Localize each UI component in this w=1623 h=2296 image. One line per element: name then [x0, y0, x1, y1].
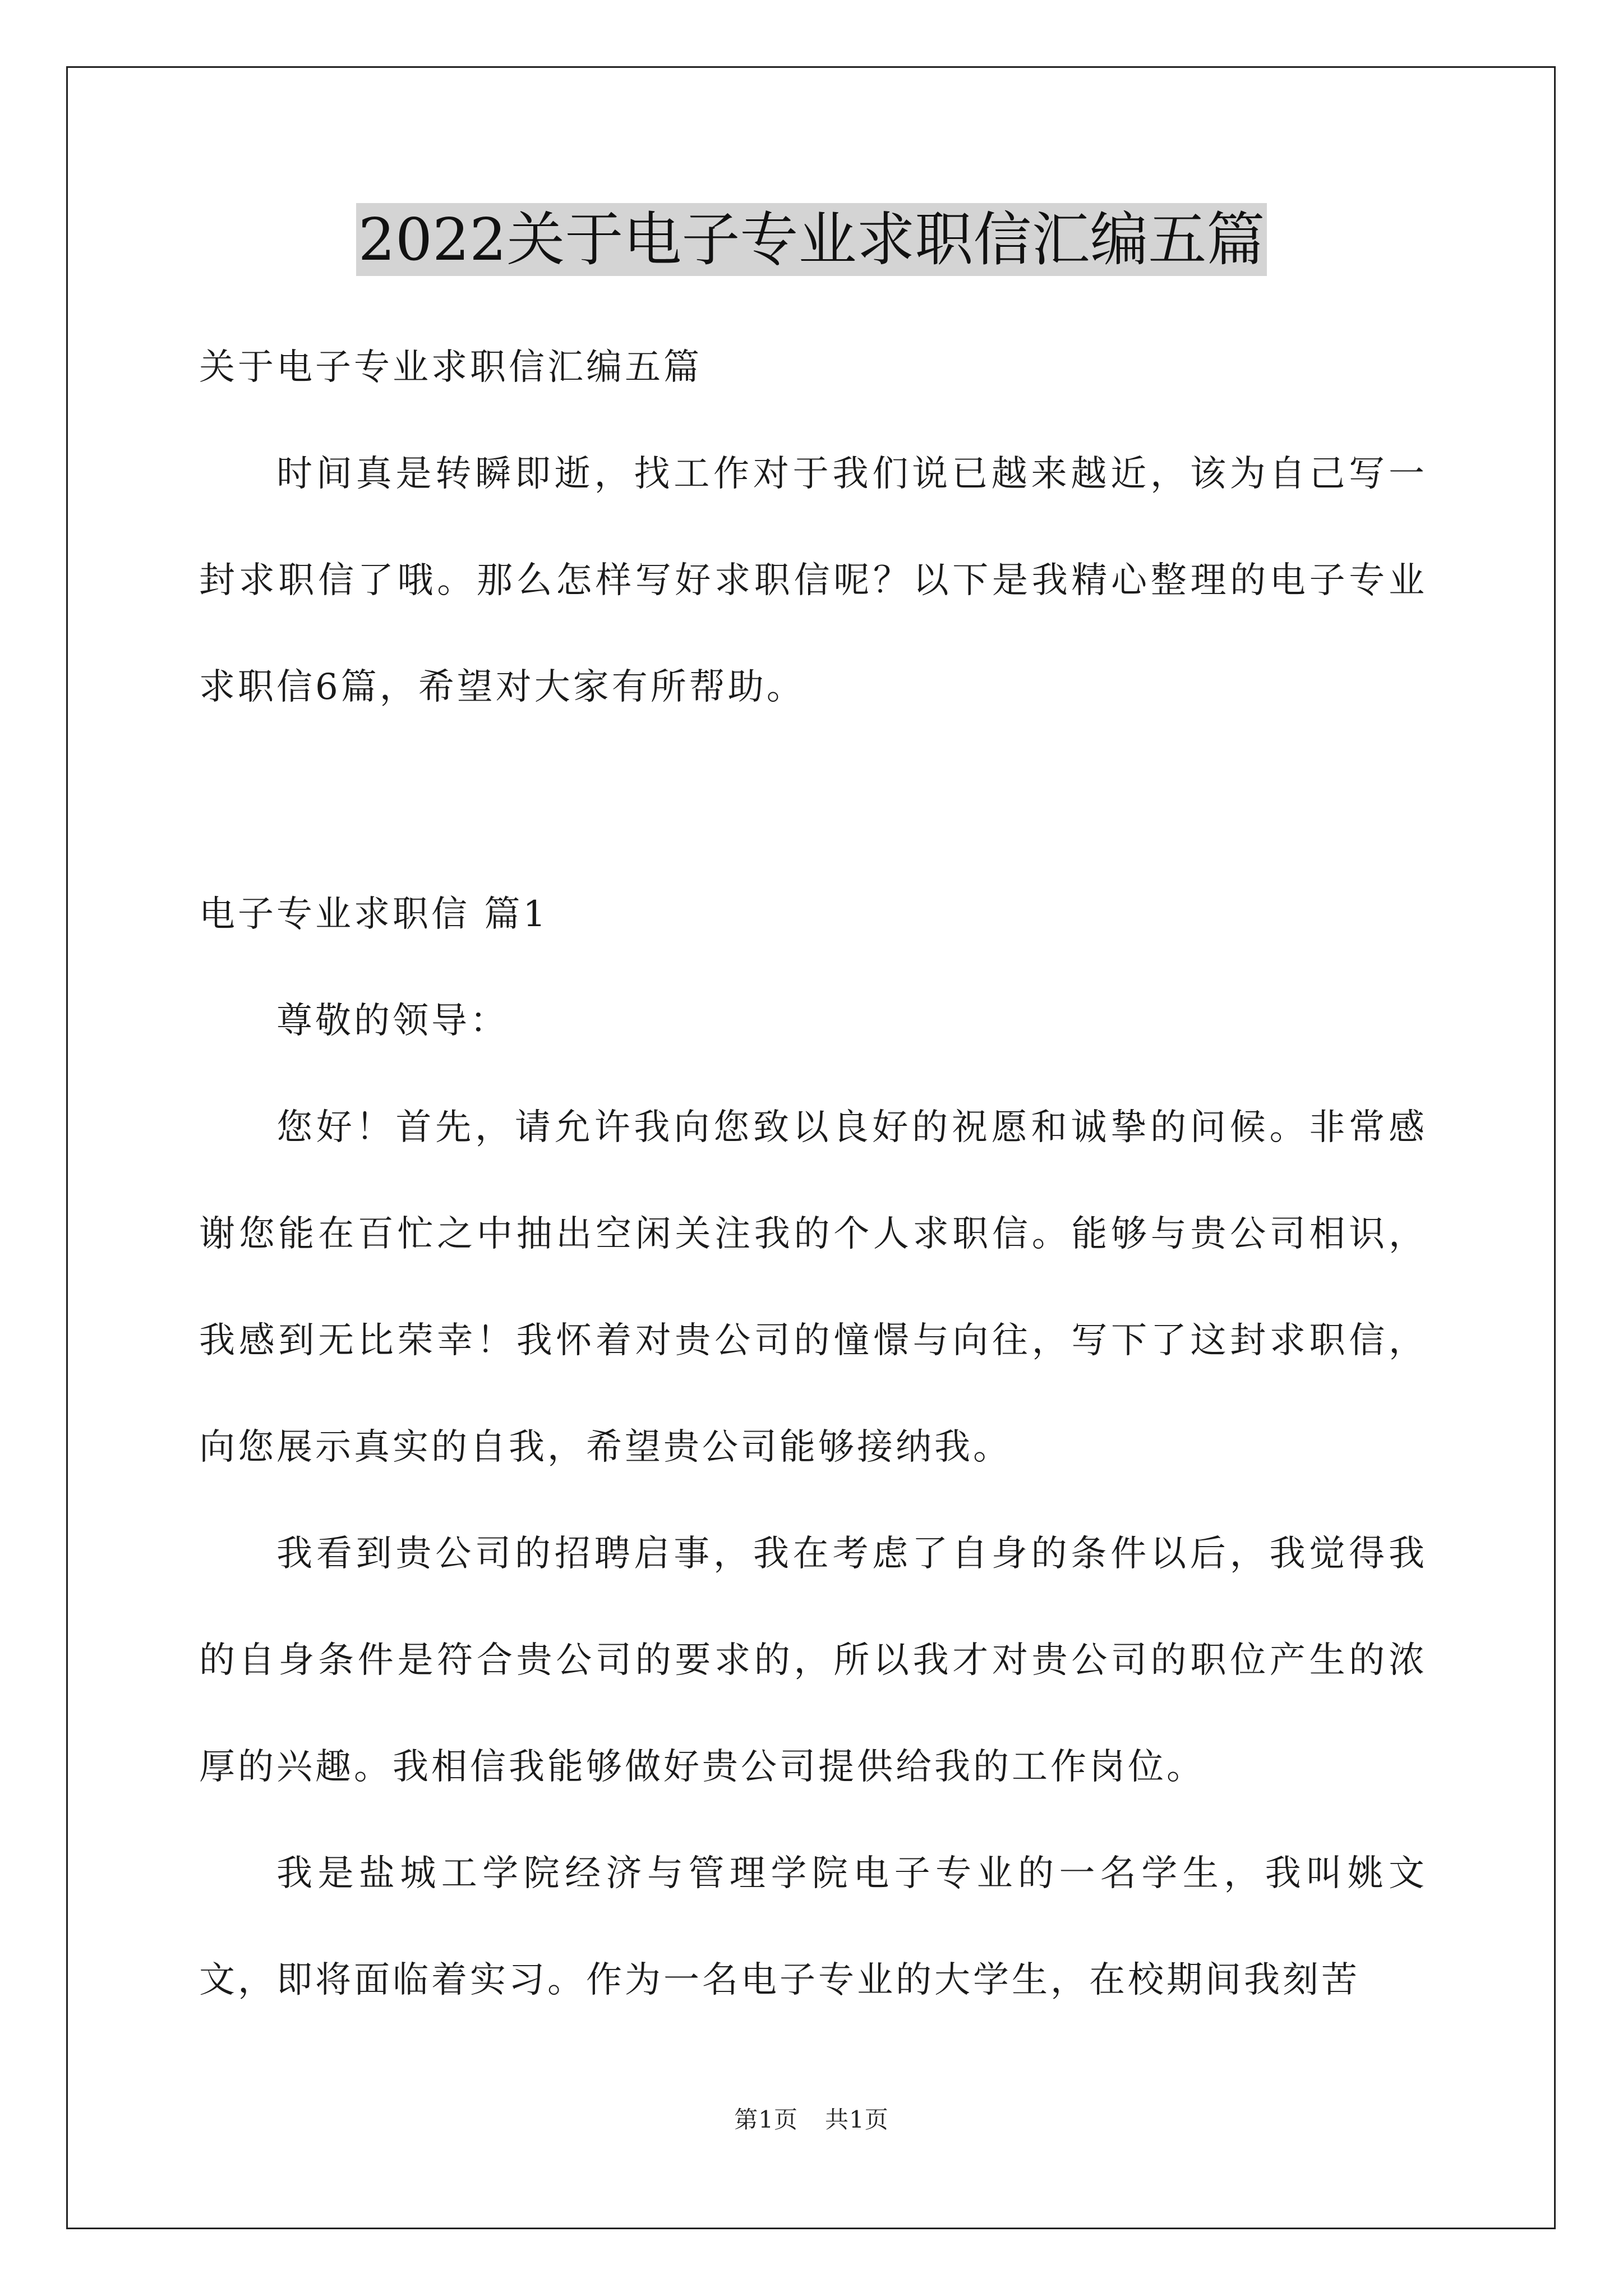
salutation: 尊敬的领导：: [276, 1000, 509, 1042]
document-body: [199, 314, 1427, 740]
document-title: 2022关于电子专业求职信汇编五篇: [356, 203, 1267, 276]
body-paragraph-3: 我是盐城工学院经济与管理学院电子专业的一名学生，我叫姚文文，即将面临着实习。作为一名电子专业的大学生，在校期间我刻苦: [199, 1853, 1427, 2001]
section-heading: 电子专业求职信 篇1: [199, 894, 549, 935]
document-subtitle: 关于电子专业求职信汇编五篇: [199, 347, 702, 388]
title-container: [0, 203, 1623, 276]
body-paragraph-1: 您好！首先，请允许我向您致以良好的祝愿和诚挚的问候。非常感谢您能在百忙之中抽出空闲关注我的个人求职信。能够与贵公司相识，我感到无比荣幸！我怀着对贵公司的憧憬与向往，写下了这封求职信，向您展示真实的自我，希望贵公司能够接纳我。: [199, 1107, 1427, 1468]
page-total: 共1页: [825, 2106, 889, 2133]
letter-body: [199, 861, 1427, 2033]
page-number: 第1页: [734, 2106, 798, 2133]
page-footer: [0, 2101, 1623, 2135]
body-paragraph-2: 我看到贵公司的招聘启事，我在考虑了自身的条件以后，我觉得我的自身条件是符合贵公司的要求的，所以我才对贵公司的职位产生的浓厚的兴趣。我相信我能够做好贵公司提供给我的工作岗位。: [199, 1533, 1427, 1788]
intro-paragraph: 时间真是转瞬即逝，找工作对于我们说已越来越近，该为自己写一封求职信了哦。那么怎样写好求职信呢？以下是我精心整理的电子专业求职信6篇，希望对大家有所帮助。: [199, 453, 1427, 708]
